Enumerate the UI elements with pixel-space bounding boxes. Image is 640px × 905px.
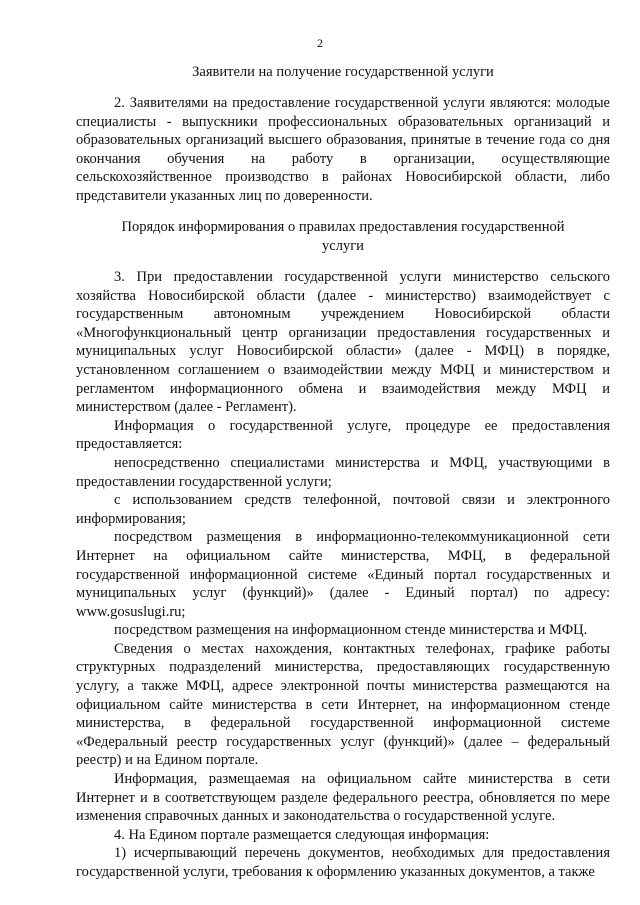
applicants-section: [76, 94, 610, 206]
paragraph: 1) исчерпывающий перечень документов, необходимых для предоставления государственной услуги, требования к оформлению указанных документов, а также: [76, 845, 610, 880]
paragraph: 4. На Едином портале размещается следующая информация:: [114, 826, 490, 843]
paragraph: 3. При предоставлении государственной услуги министерство сельского хозяйства Новосибирской области (далее - министерство) взаимодействует с государственным автономным учреждением Новосибирской области «Многофункциональный центр организации предоставления государственных и муниципальных услуг Новосибирской области» (далее - МФЦ) в порядке, установленном соглашением о взаимодействии между МФЦ и министерством и регламентом информационного обмена и взаимодействия между МФЦ и министерством (далее - Регламент).: [76, 269, 610, 416]
paragraph: Информация о государственной услуге, процедуре ее предоставления предоставляется:: [76, 417, 610, 453]
paragraph: Информация, размещаемая на официальном сайте министерства в сети Интернет и в соответствующем разделе федерального реестра, обновляется по мере изменения справочных данных и законодательства о государственной услуге.: [76, 771, 610, 825]
paragraph: посредством размещения в информационно-телекоммуникационной сети Интернет на официальном сайте министерства, МФЦ, в федеральной государственной информационной системе «Единый портал государственных и муниципальных услуг (функций)» (далее - Единый портал) по адресу: www.gosuslugi.ru;: [76, 529, 610, 620]
page-number: 2: [317, 36, 323, 50]
paragraph-applicants: 2. Заявителями на предоставление государственной услуги являются: молодые специалисты - выпускники профессиональных образовательных организаций и образовательных организаций высшего образования, принятые в течение года со дня окончания обучения на работу в организации, осуществляющие сельскохозяйственное производство в районах Новосибирской области, либо представители указанных лиц по доверенности.: [76, 95, 610, 204]
section-heading-applicants: Заявители на получение государственной услуги: [192, 64, 494, 80]
paragraph: посредством размещения на информационном стенде министерства и МФЦ.: [114, 622, 588, 639]
section-heading-informing: Порядок информирования о правилах предоставления государственной услуги: [121, 219, 565, 254]
informing-section: [76, 268, 610, 882]
paragraph: непосредственно специалистами министерства и МФЦ, участвующими в предоставлении государственной услуги;: [76, 454, 610, 490]
paragraph: с использованием средств телефонной, почтовой связи и электронного информирования;: [76, 492, 610, 527]
paragraph: Сведения о местах нахождения, контактных телефонах, графике работы структурных подразделений министерства, предоставляющих государственную услугу, а также МФЦ, адресе электронной почты министерства размещаются на официальном сайте министерства в сети Интернет, на информационном стенде министерства, в федеральной государственной информационной системе «Федеральный реестр государственных услуг (функций)» (далее – федеральный реестр) и на Едином портале.: [76, 640, 610, 769]
